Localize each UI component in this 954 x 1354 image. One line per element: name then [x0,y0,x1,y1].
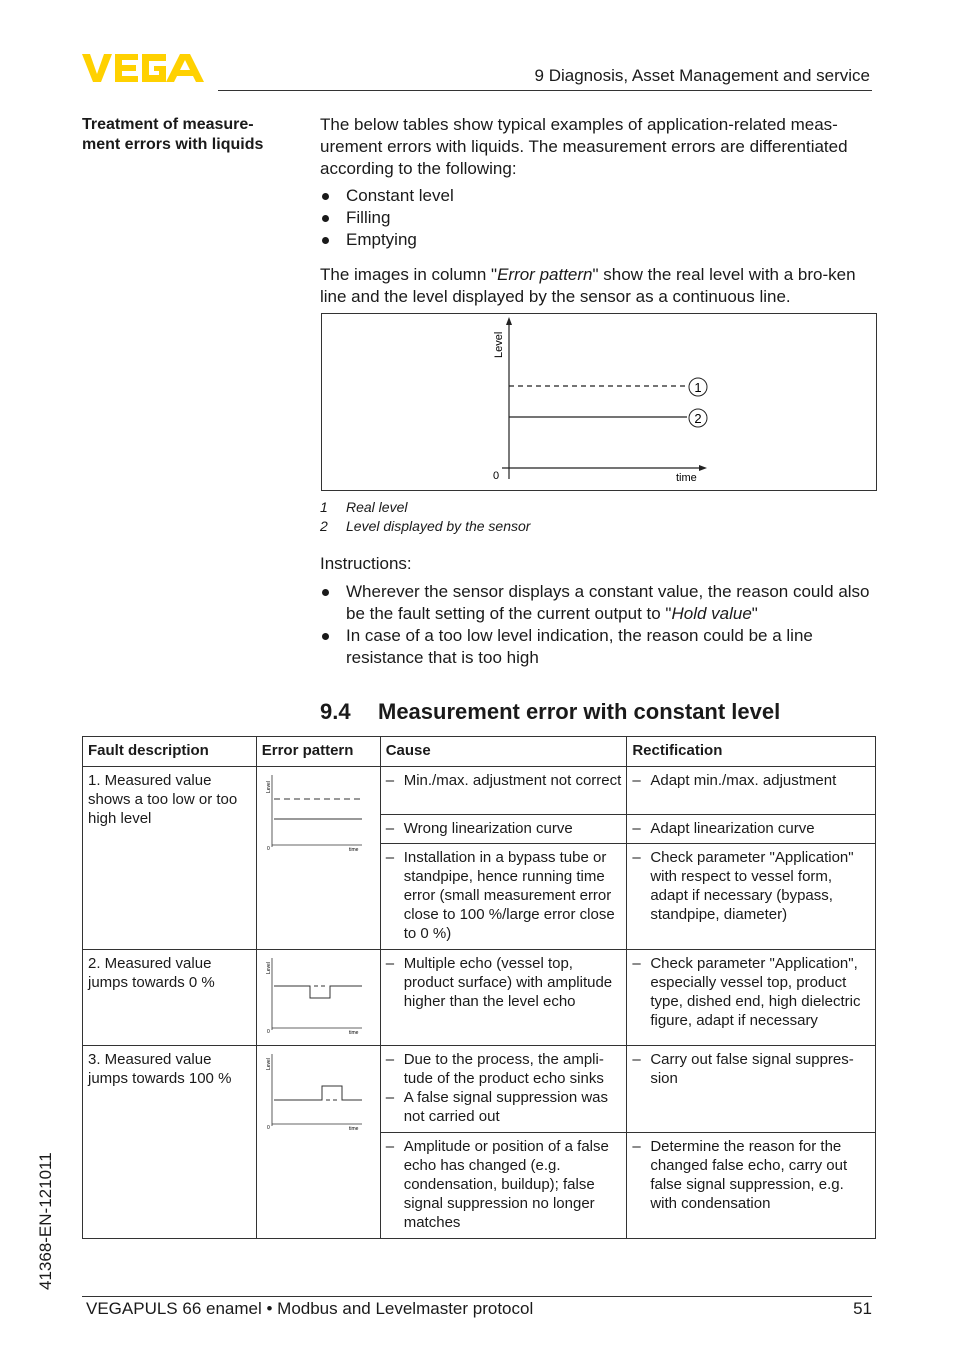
instruction-hold-value: Wherever the sensor displays a constant value, the reason could also be the fault setting of the current output to "Hold value" [320,581,880,625]
cause-cell: – Due to the process, the ampli-tude of the product echo sinks – A false signal suppression was not carried out [380,1046,627,1133]
error-pattern-paragraph: The images in column "Error pattern" show the real level with a bro-ken line and the level displayed by the sensor as a continuous line. [320,265,856,306]
svg-text:Level: Level [265,1058,272,1070]
level-axis-label: Level [493,331,505,358]
table-row [83,1046,876,1133]
bullet-emptying: Emptying [320,229,880,251]
time-axis-label: time [676,472,697,484]
error-pattern-cell [256,1046,380,1239]
rectification-cell: – Carry out false signal suppres-sion [627,1046,876,1133]
rectification-cell: – Check parameter "Application", especially vessel top, product type, dished end, high dielectric figure, adapt if necessary [627,950,876,1046]
legend-item-2: 2 Level displayed by the sensor [320,518,531,534]
table-header-row [83,737,876,767]
table-row [83,950,876,1046]
bullet-filling: Filling [320,207,880,229]
header-rectification: Rectification [627,737,876,767]
header-cause: Cause [380,737,627,767]
svg-text:time: time [348,847,359,853]
fault-description: 1. Measured value shows a too low or too high level [83,767,257,950]
header-pattern: Error pattern [256,737,380,767]
footer-divider [82,1296,872,1297]
svg-text:0: 0 [266,1125,270,1131]
level-diagram [321,313,877,491]
fault-description: 2. Measured value jumps towards 0 % [83,950,257,1046]
header-divider [218,90,872,91]
footer-product: VEGAPULS 66 enamel • Modbus and Levelmaster protocol [86,1299,534,1318]
bullet-constant-level: Constant level [320,185,880,207]
instruction-line-resistance: In case of a too low level indication, the reason could be a line resistance that is too high [320,625,880,669]
cause-cell: – Amplitude or position of a false echo has changed (e.g. condensation, buildup); false signal suppression no longer matches [380,1133,627,1239]
svg-text:0: 0 [266,846,270,852]
svg-text:time: time [348,1126,359,1132]
instructions-list [320,581,880,669]
error-table [82,736,876,1239]
chapter-title: 9 Diagnosis, Asset Management and service [534,66,870,85]
cause-cell: – Min./max. adjustment not correct [380,767,627,815]
rectification-cell: – Check parameter "Application" with respect to vessel form, adapt if necessary (bypass, standpipe, diameter) [627,844,876,950]
page-number: 51 [853,1299,872,1318]
intro-paragraph: The below tables show typical examples of application-related meas-urement errors with liquids. The measurement errors are differentiated according to the following: [320,115,848,178]
svg-text:0: 0 [266,1029,270,1035]
rectification-cell: – Adapt linearization curve [627,815,876,844]
table-row [83,767,876,815]
svg-text:Level: Level [265,781,272,793]
document-number: 41368-EN-121011 [36,1152,55,1290]
pattern-constant-offset [262,771,366,853]
callout-1: 1 [694,380,702,395]
vega-logo [82,52,212,84]
pattern-jump-to-full [262,1050,366,1132]
cause-cell: – Multiple echo (vessel top, product surface) with amplitude higher than the level echo [380,950,627,1046]
callout-2: 2 [694,411,702,426]
error-pattern-cell [256,950,380,1046]
cause-cell: – Installation in a bypass tube or standpipe, hence running time error (small measurement error close to 100 %/large error close to 0 %) [380,844,627,950]
intro-bullet-list [320,185,880,251]
legend-item-1: 1 Real level [320,499,408,515]
instructions-title: Instructions: [320,554,412,573]
header-fault: Fault description [83,737,257,767]
rectification-cell: – Adapt min./max. adjustment [627,767,876,815]
section-heading: 9.4 Measurement error with constant level [320,699,781,724]
rectification-cell: – Determine the reason for the changed false echo, carry out false signal suppression, e.g. with condensation [627,1133,876,1239]
pattern-jump-to-zero [262,954,366,1036]
svg-text:time: time [348,1030,359,1036]
cause-cell: – Wrong linearization curve [380,815,627,844]
error-pattern-emphasis: Error pattern [497,265,593,284]
fault-description: 3. Measured value jumps towards 100 % [83,1046,257,1239]
side-heading: Treatment of measure- ment errors with liquids [82,116,264,153]
origin-label: 0 [493,470,500,482]
error-pattern-cell [256,767,380,950]
svg-text:Level: Level [265,962,272,974]
